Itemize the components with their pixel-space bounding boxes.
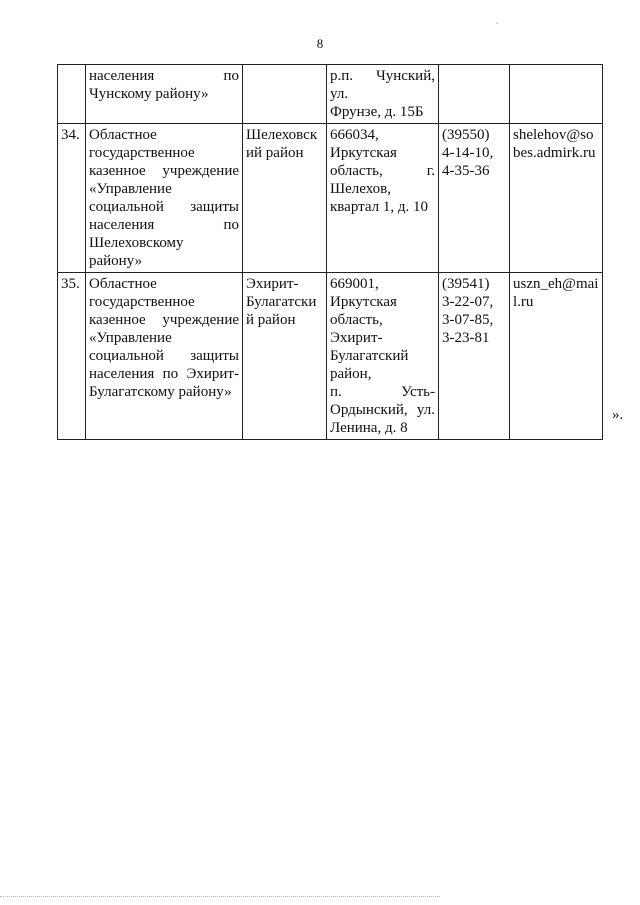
phone-line: 3-23-81 [442, 330, 490, 346]
email-line: bes.admirk.ru [513, 145, 596, 161]
cell-district [243, 273, 327, 440]
district-line: Шелеховск [246, 127, 318, 143]
cell-email [510, 124, 603, 273]
cell-district [243, 124, 327, 273]
address-line: Ленина, д. 8 [330, 420, 408, 436]
email-line: uszn_eh@mai [513, 276, 599, 292]
cell-phone [439, 273, 510, 440]
district-line: й район [246, 312, 296, 328]
cell-address [327, 273, 439, 440]
address-line: 669001, [330, 276, 379, 292]
cell-address [327, 65, 439, 124]
district-line: Булагатски [246, 294, 317, 310]
institutions-table [57, 64, 603, 440]
phone-line: 3-07-85, [442, 312, 494, 328]
email-line: shelehov@so [513, 127, 594, 143]
cell-phone [439, 65, 510, 124]
org-line: «Управление [89, 181, 172, 197]
address-line: п. Усть- [330, 384, 435, 400]
district-line: ий район [246, 145, 304, 161]
cell-org [86, 65, 243, 124]
address-line: область, г. [330, 163, 435, 179]
district-line: Эхирит- [246, 276, 299, 292]
address-line: Булагатский [330, 348, 409, 364]
org-line: казенное учреждение [89, 163, 239, 179]
org-line: Шелеховскому [89, 235, 184, 251]
address-line: р.п. Чунский, ул. [330, 68, 435, 102]
address-line: Иркутская [330, 145, 397, 161]
org-line: населения по Эхирит- [89, 366, 239, 382]
table-row-34 [58, 124, 603, 273]
org-line: социальной защиты [89, 348, 239, 364]
address-line: область, [330, 312, 383, 328]
cell-org [86, 124, 243, 273]
org-line: социальной защиты [89, 199, 239, 215]
cell-num: 34. [58, 124, 86, 273]
scan-bottom-rule [0, 896, 440, 898]
org-line: району» [89, 253, 143, 269]
org-line: государственное [89, 294, 195, 310]
org-line: населения по [89, 217, 239, 233]
org-line: «Управление [89, 330, 172, 346]
address-line: Иркутская [330, 294, 397, 310]
cell-num: 35. [58, 273, 86, 440]
phone-line: 4-35-36 [442, 163, 490, 179]
phone-line: (39541) [442, 276, 490, 292]
address-line: 666034, [330, 127, 379, 143]
closing-quote-mark: ». [612, 407, 624, 423]
org-line: казенное учреждение [89, 312, 239, 328]
org-line: Чунскому району» [89, 86, 209, 102]
address-line: Фрунзе, д. 15Б [330, 104, 424, 120]
phone-line: 4-14-10, [442, 145, 494, 161]
phone-line: 3-22-07, [442, 294, 494, 310]
phone-line: (39550) [442, 127, 490, 143]
cell-num [58, 65, 86, 124]
table-row-continuation [58, 65, 603, 124]
org-line: Областное [89, 127, 157, 143]
cell-district [243, 65, 327, 124]
cell-address [327, 124, 439, 273]
table-row-35 [58, 273, 603, 440]
address-line: Шелехов, [330, 181, 391, 197]
scan-speck [496, 22, 498, 24]
cell-email [510, 273, 603, 440]
email-line: l.ru [513, 294, 534, 310]
cell-org [86, 273, 243, 440]
org-line: Областное [89, 276, 157, 292]
org-line: Булагатскому району» [89, 384, 232, 400]
page-number: 8 [316, 36, 324, 51]
address-line: квартал 1, д. 10 [330, 199, 429, 215]
address-line: Эхирит- [330, 330, 383, 346]
address-line: Ордынский, ул. [330, 402, 435, 418]
address-line: район, [330, 366, 372, 382]
org-line: населения по [89, 68, 239, 84]
cell-phone [439, 124, 510, 273]
cell-email [510, 65, 603, 124]
org-line: государственное [89, 145, 195, 161]
